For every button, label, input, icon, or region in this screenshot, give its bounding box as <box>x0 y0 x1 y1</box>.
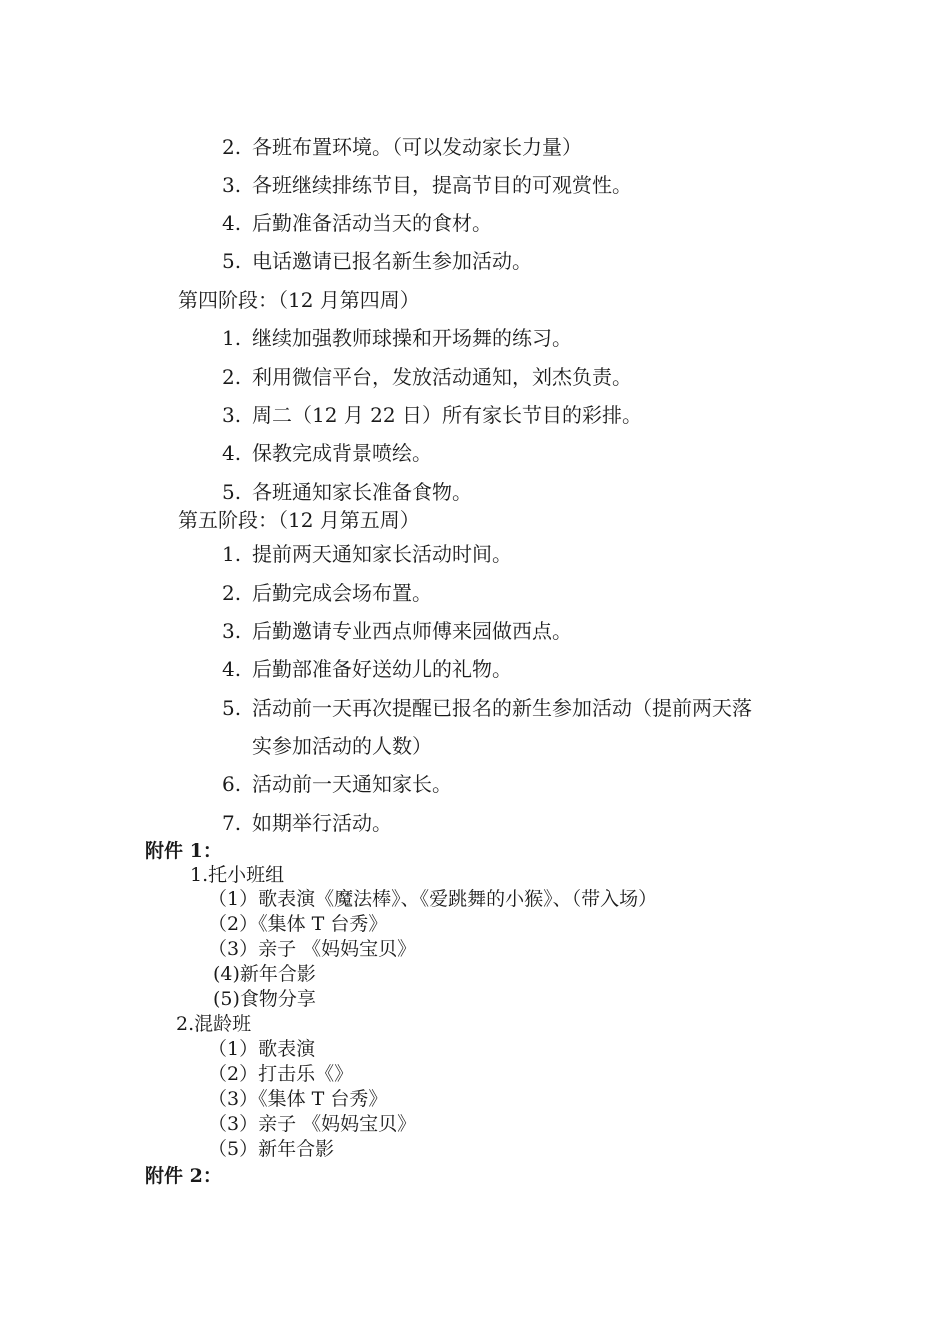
item-text: 后勤部准备好送幼儿的礼物。 <box>252 657 512 681</box>
item-text: 活动前一天通知家长。 <box>252 772 452 796</box>
item-text: 各班布置环境。（可以发动家长力量） <box>252 135 582 159</box>
list-item-continuation <box>222 736 432 756</box>
item-number: 6. <box>222 772 242 796</box>
item-number: 3. <box>222 403 242 427</box>
item-text: 后勤准备活动当天的食材。 <box>252 211 492 235</box>
item-number: 1. <box>222 542 242 566</box>
list-item <box>222 137 582 157</box>
item-text: 继续加强教师球操和开场舞的练习。 <box>252 326 572 350</box>
item-number: 3. <box>222 619 242 643</box>
stage4-heading: 第四阶段：（12 月第四周） <box>178 288 420 312</box>
item-number: 5. <box>222 480 242 504</box>
list-item <box>222 175 632 195</box>
list-item <box>222 443 432 463</box>
item-text: 后勤邀请专业西点师傅来园做西点。 <box>252 619 572 643</box>
list-item: （3）《集体 T 台秀》 <box>208 1088 388 1110</box>
list-item <box>222 213 492 233</box>
item-text: 活动前一天再次提醒已报名的新生参加活动（提前两天落 <box>252 696 752 720</box>
list-item <box>222 698 752 718</box>
item-number: 2. <box>222 365 242 389</box>
list-item <box>222 482 472 502</box>
list-item: (5)食物分享 <box>213 988 316 1010</box>
list-item: （3）亲子 《妈妈宝贝》 <box>208 938 417 960</box>
list-item: （2）打击乐《》 <box>208 1063 354 1085</box>
item-text: 各班继续排练节目，提高节目的可观赏性。 <box>252 173 632 197</box>
item-number: 2. <box>222 135 242 159</box>
item-number: 2. <box>222 581 242 605</box>
list-item: （5）新年合影 <box>208 1138 335 1160</box>
list-item: （2）《集体 T 台秀》 <box>208 913 388 935</box>
attachment1-title: 附件 1： <box>145 840 222 862</box>
group2-title: 2.混龄班 <box>176 1013 252 1035</box>
list-item <box>222 583 432 603</box>
item-number: 5. <box>222 696 242 720</box>
list-item: （3）亲子 《妈妈宝贝》 <box>208 1113 417 1135</box>
item-text: 电话邀请已报名新生参加活动。 <box>252 249 532 273</box>
list-item <box>222 621 572 641</box>
list-item: （1）歌表演 <box>208 1038 316 1060</box>
item-text: 周二（12 月 22 日）所有家长节目的彩排。 <box>252 403 642 427</box>
item-text: 如期举行活动。 <box>252 811 392 835</box>
item-number: 7. <box>222 811 242 835</box>
item-number: 3. <box>222 173 242 197</box>
list-item: (4)新年合影 <box>213 963 316 985</box>
list-item: （1）歌表演《魔法棒》、《爱跳舞的小猴》、（带入场） <box>208 888 658 910</box>
item-text: 提前两天通知家长活动时间。 <box>252 542 512 566</box>
list-item <box>222 544 512 564</box>
item-number: 5. <box>222 249 242 273</box>
attachment2-title: 附件 2： <box>145 1165 222 1187</box>
item-text: 后勤完成会场布置。 <box>252 581 432 605</box>
item-number: 4. <box>222 657 242 681</box>
item-number: 4. <box>222 441 242 465</box>
list-item <box>222 405 642 425</box>
item-text: 保教完成背景喷绘。 <box>252 441 432 465</box>
list-item <box>222 251 532 271</box>
list-item <box>222 328 572 348</box>
group1-title: 1.托小班组 <box>190 864 285 886</box>
list-item <box>222 813 392 833</box>
item-text: 利用微信平台，发放活动通知，刘杰负责。 <box>252 365 632 389</box>
list-item <box>222 367 632 387</box>
stage5-heading: 第五阶段：（12 月第五周） <box>178 508 420 532</box>
item-text: 实参加活动的人数） <box>252 734 432 758</box>
item-text: 各班通知家长准备食物。 <box>252 480 472 504</box>
item-number: 4. <box>222 211 242 235</box>
list-item <box>222 659 512 679</box>
list-item <box>222 774 452 794</box>
item-number: 1. <box>222 326 242 350</box>
